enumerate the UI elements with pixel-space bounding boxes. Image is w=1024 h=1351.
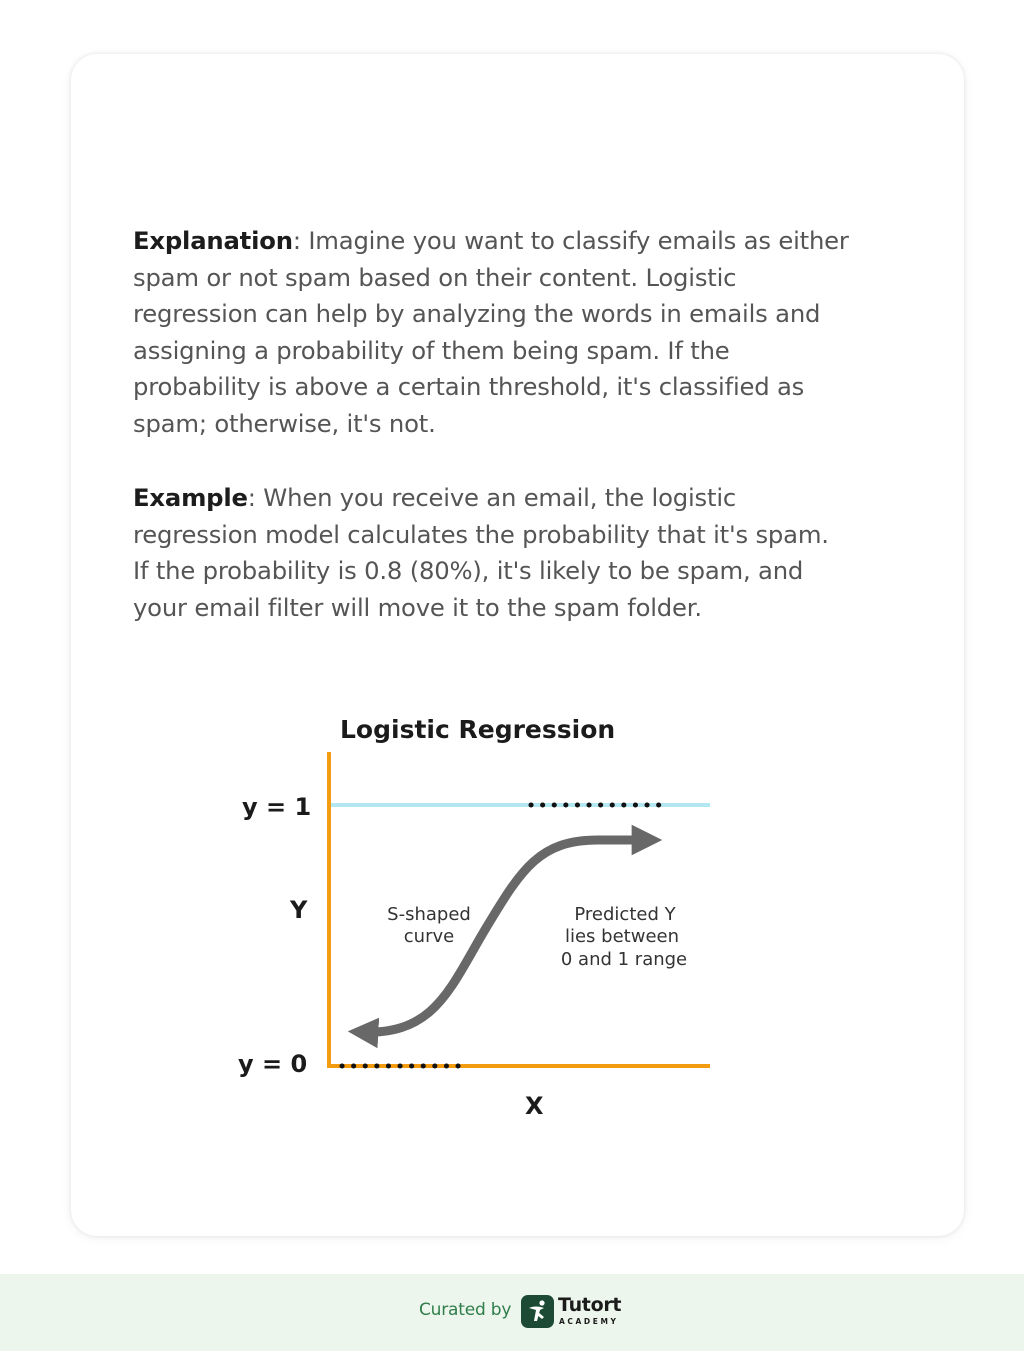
left-note-line-2: curve [403,926,455,947]
footer [0,1274,1024,1351]
figure-title: Logistic Regression [340,715,616,744]
example-line-1: Example: When you receive an email, the logistic [133,483,737,512]
explanation-line-3: regression can help by analyzing the words in emails and [133,299,821,329]
x-axis-label: X [525,1092,544,1120]
runner-figure-icon [521,1295,554,1328]
explanation-line-5: probability is above a certain threshold, it's classified as [133,372,805,402]
brand-subtitle: ACADEMY [559,1317,619,1326]
example-line-2: regression model calculates the probability that it's spam. [133,519,829,549]
explanation-line-6: spam; otherwise, it's not. [133,408,436,438]
example-line-4: your email filter will move it to the spam folder. [133,592,702,622]
example-label: Example [133,483,248,512]
explanation-paragraph [133,223,923,443]
right-note-line-2: lies between [564,926,680,947]
brand-name: Tutort [558,1294,622,1316]
explanation-line-2: spam or not spam based on their content. Logistic [133,262,737,292]
example-paragraph [133,480,923,626]
logistic-regression-diagram [220,700,740,1130]
y-axis-label: Y [290,896,308,924]
logistic-regression-figure [220,700,740,1130]
y-equals-1-label: y = 1 [242,793,312,821]
tutort-logo-icon [521,1295,554,1328]
curated-by-label: Curated by [419,1300,512,1320]
right-note-line-3: 0 and 1 range [560,949,688,970]
explanation-line-4: assigning a probability of them being spam. If the [133,335,730,365]
y-equals-0-label: y = 0 [238,1050,308,1078]
explanation-line-1: Explanation: Imagine you want to classify emails as either [133,226,849,255]
example-line-3: If the probability is 0.8 (80%), it's likely to be spam, and [133,556,804,586]
left-note-line-1: S-shaped [387,904,471,925]
explanation-label: Explanation [133,226,293,255]
right-note-line-1: Predicted Y [574,904,676,925]
